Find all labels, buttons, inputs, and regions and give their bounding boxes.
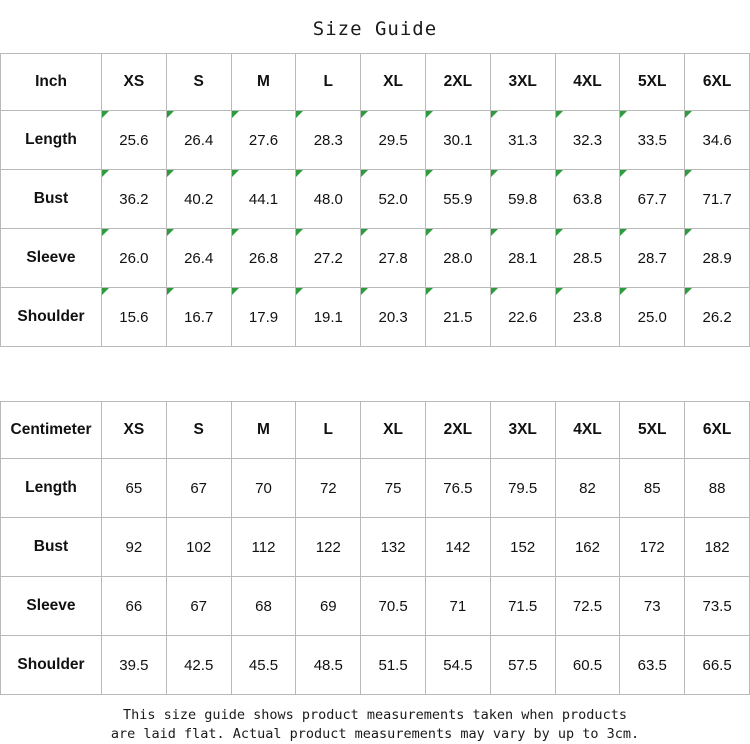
cell-inch-sleeve-2xl: 28.0 — [425, 229, 490, 288]
table-row — [1, 111, 750, 170]
cell-inch-bust-xl: 52.0 — [361, 170, 426, 229]
size-header-2xl: 2XL — [425, 54, 490, 111]
cell-cm-bust-3xl: 152 — [490, 518, 555, 577]
cell-cm-bust-m: 112 — [231, 518, 296, 577]
cell-inch-length-6xl: 34.6 — [685, 111, 750, 170]
footer-line-2: are laid flat. Actual product measurements may vary by up to 3cm. — [110, 726, 640, 742]
size-header-xl: XL — [361, 402, 426, 459]
size-header-6xl: 6XL — [685, 54, 750, 111]
cell-cm-sleeve-s: 67 — [166, 577, 231, 636]
table-row — [1, 577, 750, 636]
cell-cm-sleeve-2xl: 71 — [425, 577, 490, 636]
size-header-2xl: 2XL — [425, 402, 490, 459]
row-label-shoulder: Shoulder — [1, 636, 102, 695]
size-header-l: L — [296, 402, 361, 459]
cell-inch-sleeve-3xl: 28.1 — [490, 229, 555, 288]
cell-cm-shoulder-s: 42.5 — [166, 636, 231, 695]
cell-inch-sleeve-l: 27.2 — [296, 229, 361, 288]
cell-inch-sleeve-xl: 27.8 — [361, 229, 426, 288]
cell-cm-length-xs: 65 — [102, 459, 167, 518]
table-header-row — [1, 54, 750, 111]
size-header-xl: XL — [361, 54, 426, 111]
table-row — [1, 170, 750, 229]
cell-cm-sleeve-4xl: 72.5 — [555, 577, 620, 636]
cell-inch-sleeve-xs: 26.0 — [102, 229, 167, 288]
cell-cm-shoulder-5xl: 63.5 — [620, 636, 685, 695]
size-header-s: S — [166, 402, 231, 459]
size-table-inch — [0, 53, 750, 347]
cell-cm-sleeve-xl: 70.5 — [361, 577, 426, 636]
cell-cm-length-5xl: 85 — [620, 459, 685, 518]
cell-inch-shoulder-5xl: 25.0 — [620, 288, 685, 347]
cell-cm-length-l: 72 — [296, 459, 361, 518]
size-table-centimeter — [0, 401, 750, 695]
cell-inch-bust-l: 48.0 — [296, 170, 361, 229]
cell-inch-shoulder-2xl: 21.5 — [425, 288, 490, 347]
table-row — [1, 229, 750, 288]
table-row — [1, 518, 750, 577]
cell-inch-sleeve-s: 26.4 — [166, 229, 231, 288]
size-header-3xl: 3XL — [490, 402, 555, 459]
cell-cm-shoulder-4xl: 60.5 — [555, 636, 620, 695]
size-header-m: M — [231, 54, 296, 111]
cell-inch-shoulder-s: 16.7 — [166, 288, 231, 347]
cell-cm-length-s: 67 — [166, 459, 231, 518]
cell-cm-bust-5xl: 172 — [620, 518, 685, 577]
cell-cm-shoulder-6xl: 66.5 — [685, 636, 750, 695]
table-gap — [0, 347, 750, 401]
cell-cm-sleeve-6xl: 73.5 — [685, 577, 750, 636]
cell-cm-bust-xs: 92 — [102, 518, 167, 577]
cell-inch-length-xs: 25.6 — [102, 111, 167, 170]
unit-label-inch: Inch — [1, 54, 102, 111]
cell-inch-bust-4xl: 63.8 — [555, 170, 620, 229]
cell-cm-sleeve-3xl: 71.5 — [490, 577, 555, 636]
cell-inch-sleeve-6xl: 28.9 — [685, 229, 750, 288]
cell-inch-bust-s: 40.2 — [166, 170, 231, 229]
cell-cm-shoulder-l: 48.5 — [296, 636, 361, 695]
cell-cm-length-3xl: 79.5 — [490, 459, 555, 518]
cell-inch-bust-5xl: 67.7 — [620, 170, 685, 229]
size-header-m: M — [231, 402, 296, 459]
cell-cm-sleeve-l: 69 — [296, 577, 361, 636]
table-row — [1, 459, 750, 518]
cell-inch-shoulder-m: 17.9 — [231, 288, 296, 347]
cell-cm-bust-4xl: 162 — [555, 518, 620, 577]
size-header-6xl: 6XL — [685, 402, 750, 459]
cell-cm-sleeve-xs: 66 — [102, 577, 167, 636]
cell-inch-bust-m: 44.1 — [231, 170, 296, 229]
row-label-sleeve: Sleeve — [1, 229, 102, 288]
row-label-bust: Bust — [1, 170, 102, 229]
cell-inch-bust-6xl: 71.7 — [685, 170, 750, 229]
cell-inch-length-3xl: 31.3 — [490, 111, 555, 170]
cell-cm-shoulder-m: 45.5 — [231, 636, 296, 695]
page-title: Size Guide — [312, 18, 438, 40]
cell-cm-length-4xl: 82 — [555, 459, 620, 518]
size-header-5xl: 5XL — [620, 54, 685, 111]
size-header-xs: XS — [102, 54, 167, 111]
cell-inch-bust-xs: 36.2 — [102, 170, 167, 229]
cell-inch-length-5xl: 33.5 — [620, 111, 685, 170]
cell-cm-length-m: 70 — [231, 459, 296, 518]
row-label-shoulder: Shoulder — [1, 288, 102, 347]
row-label-length: Length — [1, 111, 102, 170]
cell-cm-shoulder-2xl: 54.5 — [425, 636, 490, 695]
unit-label-centimeter: Centimeter — [1, 402, 102, 459]
row-label-length: Length — [1, 459, 102, 518]
cell-inch-length-m: 27.6 — [231, 111, 296, 170]
table-header-row — [1, 402, 750, 459]
cell-cm-bust-s: 102 — [166, 518, 231, 577]
cell-cm-length-xl: 75 — [361, 459, 426, 518]
cell-cm-length-2xl: 76.5 — [425, 459, 490, 518]
cell-cm-sleeve-5xl: 73 — [620, 577, 685, 636]
size-header-l: L — [296, 54, 361, 111]
cell-cm-shoulder-xl: 51.5 — [361, 636, 426, 695]
cell-cm-bust-6xl: 182 — [685, 518, 750, 577]
cell-cm-shoulder-3xl: 57.5 — [490, 636, 555, 695]
cell-inch-shoulder-xl: 20.3 — [361, 288, 426, 347]
cell-inch-bust-2xl: 55.9 — [425, 170, 490, 229]
table-row — [1, 636, 750, 695]
cell-inch-shoulder-l: 19.1 — [296, 288, 361, 347]
cell-inch-sleeve-4xl: 28.5 — [555, 229, 620, 288]
cell-inch-shoulder-6xl: 26.2 — [685, 288, 750, 347]
size-header-xs: XS — [102, 402, 167, 459]
footer-line-1: This size guide shows product measurements taken when products — [123, 707, 627, 723]
cell-inch-sleeve-m: 26.8 — [231, 229, 296, 288]
footer-note — [0, 695, 750, 744]
cell-inch-sleeve-5xl: 28.7 — [620, 229, 685, 288]
cell-cm-bust-2xl: 142 — [425, 518, 490, 577]
cell-inch-shoulder-3xl: 22.6 — [490, 288, 555, 347]
size-header-5xl: 5XL — [620, 402, 685, 459]
size-header-3xl: 3XL — [490, 54, 555, 111]
row-label-bust: Bust — [1, 518, 102, 577]
cell-cm-length-6xl: 88 — [685, 459, 750, 518]
cell-inch-shoulder-4xl: 23.8 — [555, 288, 620, 347]
size-header-4xl: 4XL — [555, 402, 620, 459]
cell-inch-shoulder-xs: 15.6 — [102, 288, 167, 347]
cell-cm-sleeve-m: 68 — [231, 577, 296, 636]
cell-inch-bust-3xl: 59.8 — [490, 170, 555, 229]
size-header-s: S — [166, 54, 231, 111]
size-header-4xl: 4XL — [555, 54, 620, 111]
cell-inch-length-xl: 29.5 — [361, 111, 426, 170]
cell-inch-length-2xl: 30.1 — [425, 111, 490, 170]
cell-cm-bust-xl: 132 — [361, 518, 426, 577]
cell-cm-shoulder-xs: 39.5 — [102, 636, 167, 695]
row-label-sleeve: Sleeve — [1, 577, 102, 636]
cell-inch-length-s: 26.4 — [166, 111, 231, 170]
cell-cm-bust-l: 122 — [296, 518, 361, 577]
cell-inch-length-l: 28.3 — [296, 111, 361, 170]
cell-inch-length-4xl: 32.3 — [555, 111, 620, 170]
table-row — [1, 288, 750, 347]
